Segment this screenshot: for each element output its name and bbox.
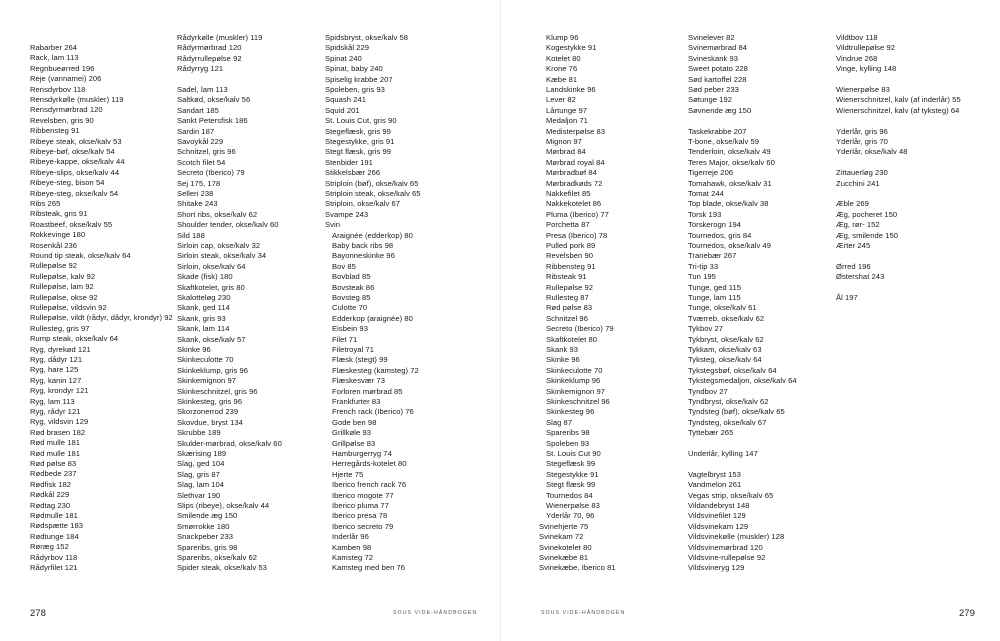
index-entry: Rød pølse 83 (546, 303, 593, 313)
index-entry: Mørbradbøf 84 (546, 168, 597, 178)
index-entry: Ryg, krondyr 121 (30, 386, 89, 396)
index-entry: Kamsteg med ben 76 (332, 563, 406, 573)
index-entry: Sød kartoffel 228 (688, 74, 747, 84)
index-entry: Tranebær 267 (688, 251, 737, 261)
index-entry: Skinke 96 (546, 355, 580, 365)
index-entry: Bovblad 85 (332, 272, 371, 282)
index-entry: Ribsteak 91 (546, 272, 587, 282)
index-entry: Wienerpølse 83 (836, 85, 890, 94)
index-entry: Tyndsteg, okse/kalv 67 (688, 417, 767, 427)
index-entry: Ryg, dyrekød 121 (30, 344, 91, 354)
index-entry: Edderkop (araignée) 80 (332, 313, 413, 323)
index-entry: Saltkød, okse/kalv 56 (177, 95, 251, 105)
index-entry: Rødtag 230 (30, 500, 71, 510)
index-entry: Smilende æg 150 (177, 511, 238, 521)
index-entry: Bov 85 (332, 261, 356, 271)
index-entry: Pluma (Iberico) 77 (546, 209, 609, 219)
index-entry: Rødfisk 182 (30, 479, 72, 489)
index-entry: Skinkeklump 96 (546, 376, 601, 386)
index-entry: Filetroyal 71 (332, 345, 375, 354)
right-page (500, 0, 1000, 641)
index-entry: Skorzonerrod 239 (177, 407, 239, 417)
index-entry: Rådyrmørbrad 120 (177, 43, 242, 53)
index-entry: Sardin 187 (177, 126, 215, 136)
index-entry: Vildsvinekam 129 (688, 521, 749, 531)
index-entry: T-bone, okse/kalv 59 (688, 137, 760, 146)
index-entry: Tyndsteg (bøf), okse/kalv 65 (688, 407, 785, 417)
index-entry: Teres Major, okse/kalv 60 (688, 157, 775, 167)
index-entry: Rådyrfilet 121 (30, 563, 78, 572)
index-entry: Stegeflæsk 99 (546, 459, 596, 469)
index-entry: Flæskesteg (kamsteg) 72 (332, 365, 419, 375)
index-entry: Ribbensteg 91 (30, 126, 80, 136)
index-entry: Selleri 238 (177, 189, 214, 198)
index-entry: Ribs 265 (30, 199, 61, 208)
index-entry: Porchetta 87 (546, 220, 590, 230)
index-entry: Røræg 152 (30, 542, 69, 552)
index-entry: Tykstegsmedaljon, okse/kalv 64 (688, 376, 797, 386)
index-entry: Slag 87 (546, 417, 573, 427)
index-entry: Vildandebryst 148 (688, 501, 750, 510)
index-entry: Sirloin, okse/kalv 64 (177, 261, 246, 271)
index-entry: Mignon 97 (546, 137, 582, 146)
index-entry: Vildsvinekølle (muskler) 128 (688, 532, 785, 542)
page-number-left: 278 (30, 608, 46, 619)
index-entry: Secreto (Iberico) 79 (546, 324, 614, 334)
index-entry: Shitake 243 (177, 199, 218, 209)
index-entry: Vildsvine-rullepølse 92 (688, 553, 766, 562)
index-entry: Ryg, hare 125 (30, 365, 79, 375)
index-entry: Spinat, baby 240 (325, 64, 383, 74)
index-entry: Rød mulle 181 (30, 438, 81, 448)
index-entry: Grillpølse 83 (332, 438, 376, 448)
index-entry: Kamben 98 (332, 542, 372, 552)
index-entry: Tyttebær 265 (688, 428, 734, 438)
index-entry: Spoleben 93 (546, 438, 590, 448)
index-entry: Rensdyrkølle (muskler) 119 (30, 95, 124, 104)
index-entry: Rød brasen 182 (30, 427, 86, 437)
index-entry: Ribsteak, gris 91 (30, 209, 88, 219)
index-entry: Rødbede 237 (30, 469, 77, 479)
index-entry: Tværreb, okse/kalv 62 (688, 313, 765, 323)
index-entry: Iberico secreto 79 (332, 521, 394, 531)
index-entry: Tournedos, okse/kalv 49 (688, 241, 772, 250)
index-entry: Kæbe 81 (546, 74, 578, 84)
index-entry: Søtunge 192 (688, 95, 733, 105)
index-entry: Spinat 240 (325, 53, 362, 63)
index-entry: Slethvar 190 (177, 490, 221, 500)
index-entry: Tunge, lam 115 (688, 293, 741, 302)
index-entry: Krone 76 (546, 64, 578, 74)
index-entry: Shoulder tender, okse/kalv 60 (177, 220, 279, 230)
index-entry: Vindrue 268 (836, 53, 878, 63)
index-entry: Rensdyrmørbrad 120 (30, 105, 103, 115)
index-entry: Spider steak, okse/kalv 53 (177, 563, 267, 573)
index-entry: Spidsbryst, okse/kalv 58 (325, 33, 409, 42)
index-entry: Sirloin steak, okse/kalv 34 (177, 251, 267, 261)
index-entry: Hjerte 75 (332, 469, 364, 479)
index-entry: Torsk 193 (688, 209, 722, 219)
index-entry: Rump steak, okse/kalv 64 (30, 334, 119, 344)
index-entry: Rabarber 264 (30, 43, 78, 52)
index-entry: Ribeye steak, okse/kalv 53 (30, 136, 122, 146)
index-entry: Skade (fisk) 180 (177, 272, 233, 282)
index-entry: Tournedos, gris 84 (688, 230, 752, 240)
index-entry: Skank, lam 114 (177, 324, 230, 334)
index-entry: Mørbradkøds 72 (546, 178, 603, 188)
index-entry: Ål 197 (836, 293, 858, 302)
index-entry: Tenderloin, okse/kalv 49 (688, 147, 771, 157)
index-entry: Landskinke 96 (546, 85, 596, 94)
index-entry: Grillkøle 93 (332, 428, 371, 438)
index-entry: Medaljon 71 (546, 116, 588, 126)
index-entry: Spareribs, okse/kalv 62 (177, 553, 258, 562)
index-entry: Vildsvineryg 129 (688, 563, 745, 573)
index-entry: Tykkam, okse/kalv 63 (688, 345, 762, 354)
index-entry: Rød mulle 181 (30, 448, 81, 458)
index-entry: Scotch filet 54 (177, 157, 226, 167)
index-entry: Ribbensteg 91 (546, 261, 596, 271)
index-entry: Slag, lam 104 (177, 480, 225, 490)
index-entry: Klump 96 (546, 33, 579, 42)
index-entry: Rosenkål 236 (30, 240, 78, 250)
index-entry: Sild 188 (177, 230, 205, 240)
index-entry: Nakkefilet 85 (546, 189, 591, 198)
index-entry: Tunge, okse/kalv 61 (688, 303, 757, 313)
index-entry: Culotte 70 (332, 303, 368, 313)
index-entry: Rullesteg 87 (546, 293, 589, 302)
index-entry: Reje (vannamei) 206 (30, 74, 102, 84)
index-entry: Mørbrad 84 (546, 147, 586, 157)
index-entry: Skaftkotelet 80 (546, 334, 597, 344)
index-entry: Vildsvinefilet 129 (688, 511, 746, 521)
index-entry: Bovsteg 85 (332, 293, 371, 302)
index-entry: Yderlår 70, 96 (546, 511, 595, 521)
index-entry: Iberico mogote 77 (332, 490, 394, 500)
index-entry: Svinehjerte 75 (539, 521, 589, 531)
index-entry: Svinekæbe 81 (539, 553, 589, 562)
index-entry: Rokkevinge 180 (30, 230, 86, 240)
index-entry: Spidskål 229 (325, 43, 370, 53)
index-entry: Ryg, vildsvin 129 (30, 417, 89, 427)
index-entry: Tomahawk, okse/kalv 31 (688, 178, 772, 188)
index-entry: Rådyrryg 121 (177, 64, 224, 74)
index-entry: Svinekam 72 (539, 532, 584, 542)
index-entry: Short ribs, okse/kalv 62 (177, 209, 258, 219)
index-entry: Ribeye-kappe, okse/kalv 44 (30, 157, 125, 167)
index-entry: Skinkeculotte 70 (546, 365, 603, 375)
index-entry: Rådyrkølle (muskler) 119 (177, 33, 263, 42)
index-entry: Rullepølse, kalv 92 (30, 271, 96, 281)
index-entry: Rullepølse, vildt (rådyr, dådyr, krondyr) 92 (30, 313, 173, 323)
index-entry: Stegestykke 91 (546, 469, 599, 479)
index-entry: Ribeye-bøf, okse/kalv 54 (30, 147, 115, 156)
index-entry: Skinkeklump, gris 96 (177, 365, 249, 375)
index-entry: Flæsk (stegt) 99 (332, 355, 388, 365)
index-entry: Søvnende æg 150 (688, 105, 752, 115)
index-entry: Skinkeculotte 70 (177, 355, 234, 365)
index-entry: Tykbryst, okse/kalv 62 (688, 334, 764, 344)
index-entry: Skinkesteg 96 (546, 407, 595, 417)
index-entry: Herregårds-kotelet 80 (332, 459, 407, 469)
index-entry: Skinke 96 (177, 345, 211, 354)
index-entry: Pulled pork 89 (546, 241, 596, 250)
index-entry: Ryg, dådyr 121 (30, 355, 83, 364)
index-entry: Squash 241 (325, 95, 367, 105)
index-entry: Frankfurter 83 (332, 397, 381, 406)
index-entry: Rullepølse 92 (546, 282, 594, 292)
index-entry: Sød peber 233 (688, 85, 739, 94)
index-entry: Inderlår 96 (332, 532, 369, 542)
index-entry: Rullepølse, okse 92 (30, 292, 98, 302)
index-entry: Stikkelsbær 266 (325, 168, 381, 178)
index-entry: Wienerschnitzel, kalv (af inderlår) 55 (836, 95, 961, 105)
index-entry: Kogestykke 91 (546, 43, 597, 53)
index-entry: Skinkeschnitzel 96 (546, 397, 610, 406)
index-entry: Iberico presa 78 (332, 511, 388, 521)
index-entry: Æg, smilende 150 (836, 230, 899, 240)
index-entry: Sweet potato 228 (688, 64, 748, 74)
index-entry: Ribeye-steg, okse/kalv 54 (30, 188, 119, 198)
index-entry: Svinekæbe, Iberico 81 (539, 563, 616, 573)
index-entry: Slips (ribeye), okse/kalv 44 (177, 501, 270, 510)
index-entry: Tomat 244 (688, 189, 724, 198)
index-entry: Tigerreje 206 (688, 168, 734, 178)
index-entry: Skærising 189 (177, 449, 227, 458)
index-entry: Skulder-mørbrad, okse/kalv 60 (177, 438, 282, 448)
running-head-right: SOUS VIDE-HÅNDBOGEN (541, 610, 626, 616)
index-entry: Ribeye-slips, okse/kalv 44 (30, 167, 120, 177)
index-entry: Vegas strip, okse/kalv 65 (688, 490, 774, 500)
index-entry: Skinkeschnitzel, gris 96 (177, 386, 258, 396)
index-entry: Rådyrrullepølse 92 (177, 53, 242, 63)
index-entry: Ribeye-steg, bison 54 (30, 178, 105, 188)
index-entry: French rack (Iberico) 76 (332, 407, 414, 417)
index-entry: Kotelet 80 (546, 53, 581, 63)
index-entry: Savoykål 229 (177, 137, 224, 146)
index-entry: Wienerpølse 83 (546, 501, 600, 510)
index-entry: Yderlår, okse/kalv 48 (836, 147, 908, 157)
index-entry: Iberico french rack 76 (332, 480, 407, 490)
index-entry: Tri-tip 33 (688, 261, 719, 271)
index-entry: Østershat 243 (836, 272, 885, 282)
index-entry: Rack, lam 113 (30, 53, 79, 63)
index-entry: Rødmulle 181 (30, 511, 78, 520)
index-entry: Rød pølse 83 (30, 459, 77, 468)
index-entry: Rødspætte 183 (30, 521, 83, 531)
index-entry: Spiselig krabbe 207 (325, 74, 393, 84)
index-entry: Skovdue, bryst 134 (177, 417, 243, 427)
index-entry: Taskekrabbe 207 (688, 126, 747, 136)
index-entry: Medisterpølse 83 (546, 126, 606, 136)
index-entry: Revelsben, gris 90 (30, 115, 94, 125)
index-entry: Yderlår, gris 70 (836, 137, 888, 146)
index-entry: Lårtunge 97 (546, 105, 588, 115)
index-entry: Secreto (Iberico) 79 (177, 168, 245, 178)
index-entry: Skank, ged 114 (177, 303, 230, 313)
index-entry: Skank, okse/kalv 57 (177, 334, 246, 344)
index-entry: Svampe 243 (325, 209, 369, 219)
index-entry: Sadel, lam 113 (177, 85, 228, 94)
index-entry: Skank, gris 93 (177, 313, 226, 323)
index-entry: Mørbrad royal 84 (546, 157, 605, 167)
index-entry: Iberico pluma 77 (332, 501, 389, 510)
index-entry: Slag, gris 87 (177, 469, 220, 479)
index-entry: Skank 93 (546, 345, 579, 354)
index-entry: Bovsteak 86 (332, 282, 375, 292)
index-entry: Rådyrbov 118 (30, 552, 78, 562)
index-entry: Ryg, kanin 127 (30, 375, 82, 385)
index-entry: Rullepølse, lam 92 (30, 282, 94, 292)
running-head-left: SOUS VIDE-HÅNDBOGEN (393, 610, 478, 616)
index-entry: Ørred 196 (836, 261, 871, 271)
index-entry: Vinge, kylling 148 (836, 64, 897, 74)
index-entry: Flæskesvær 73 (332, 376, 385, 386)
index-entry: Araignée (edderkop) 80 (332, 230, 413, 240)
index-entry: Stegt flæsk, gris 99 (325, 147, 391, 157)
index-entry: Spareribs, gris 98 (177, 542, 238, 552)
index-entry: Presa (Iberico) 78 (546, 230, 608, 240)
index-entry: Schnitzel, gris 96 (177, 147, 236, 157)
index-entry: Sirloin cap, okse/kalv 32 (177, 241, 261, 250)
index-entry: Baby back ribs 98 (332, 241, 394, 250)
index-entry: Tournedos 84 (546, 490, 593, 500)
index-entry: Yderlår, gris 96 (836, 126, 888, 136)
index-entry: Stegt flæsk 99 (546, 480, 596, 490)
index-entry: St. Louis Cut, gris 90 (325, 116, 397, 126)
index-entry: Tunge, ged 115 (688, 282, 742, 292)
index-entry: Svinekotelet 80 (539, 542, 592, 552)
index-entry: Zucchini 241 (836, 178, 880, 188)
index-entry: Stenbider 191 (325, 157, 373, 167)
index-entry: Gode ben 98 (332, 417, 377, 427)
index-entry: Æg, rør- 152 (836, 220, 880, 230)
index-entry: Round tip steak, okse/kalv 64 (30, 251, 131, 260)
index-entry: Tykstegsbøf, okse/kalv 64 (688, 365, 777, 375)
index-entry: Wienerschnitzel, kalv (af tyksteg) 64 (836, 105, 960, 115)
index-entry: Skinkemignon 97 (546, 386, 606, 396)
index-entry: Top blade, okse/kalv 38 (688, 199, 769, 209)
index-entry: Rullesteg, gris 97 (30, 323, 90, 333)
index-entry: Skalotteløg 230 (177, 293, 231, 302)
index-entry: Tyndbryst, okse/kalv 62 (688, 397, 769, 406)
index-entry: Snackpeber 233 (177, 532, 234, 542)
index-entry: Spareribs 98 (546, 428, 590, 438)
index-entry: Zittauerløg 230 (836, 168, 888, 178)
index-entry: Sandart 185 (177, 105, 219, 115)
index-entry: Vagtelbryst 153 (688, 469, 741, 479)
index-entry: Kamsteg 72 (332, 553, 374, 562)
index-entry: Ærter 245 (836, 241, 871, 250)
index-entry: Svineskank 93 (688, 53, 739, 63)
index-entry: Tun 195 (688, 272, 716, 282)
index-entry: Æble 269 (836, 199, 869, 209)
index-entry: Rødtunge 184 (30, 531, 79, 541)
index-entry: Lever 82 (546, 95, 576, 105)
index-entry: Æg, pocheret 150 (836, 209, 898, 219)
index-entry: Svin (325, 220, 340, 230)
index-entry: Tyksteg, okse/kalv 64 (688, 355, 762, 365)
index-entry: Skrubbe 189 (177, 428, 221, 438)
index-entry: St. Louis Cut 90 (546, 449, 601, 458)
index-entry: Svinelever 82 (688, 33, 735, 42)
index-entry: Forloren mørbrad 85 (332, 386, 403, 396)
index-entry: Filet 71 (332, 334, 358, 344)
index-entry: Tykbov 27 (688, 324, 724, 334)
index-entry: Ryg, rådyr 121 (30, 407, 81, 416)
index-entry: Nakkekotelet 86 (546, 199, 602, 209)
index-entry: Striploin (bøf), okse/kalv 65 (325, 178, 419, 188)
index-entry: Vildtrullepølse 92 (836, 43, 896, 53)
index-entry: Regnbueørred 196 (30, 63, 95, 73)
index-entry: Sankt Petersfisk 186 (177, 116, 248, 126)
index-entry: Stegestykke, gris 91 (325, 137, 395, 146)
index-entry: Rullepølse 92 (30, 261, 78, 271)
index-entry: Rensdyrbov 118 (30, 84, 86, 94)
index-entry: Tyndbov 27 (688, 386, 728, 396)
index-entry: Squid 201 (325, 105, 360, 115)
index-entry: Ryg, lam 113 (30, 396, 75, 406)
index-entry: Rødkål 229 (30, 490, 70, 500)
index-entry: Eisbein 93 (332, 324, 368, 334)
index-entry: Vandmelon 261 (688, 480, 742, 490)
index-entry: Stegeflæsk, gris 99 (325, 126, 391, 136)
index-entry: Smørrokke 180 (177, 521, 230, 531)
index-entry: Skinkesteg, gris 96 (177, 397, 243, 406)
index-entry: Rullepølse, vildsvin 92 (30, 303, 107, 312)
index-entry: Schnitzel 96 (546, 313, 588, 323)
index-entry: Striploin steak, okse/kalv 65 (325, 189, 421, 198)
index-entry: Svinemørbrad 84 (688, 43, 747, 53)
index-entry: Revelsben 90 (546, 251, 594, 261)
index-entry: Roastbeef, okse/kalv 55 (30, 219, 113, 229)
index-entry: Vildtbov 118 (836, 33, 878, 42)
index-entry: Striploin, okse/kalv 67 (325, 199, 401, 209)
index-entry: Torskerogn 194 (688, 220, 742, 230)
index-entry: Hamburgerryg 74 (332, 449, 392, 458)
index-entry: Slag, ged 104 (177, 459, 225, 469)
index-entry: Spoleben, gris 93 (325, 85, 385, 94)
index-entry: Underlår, kylling 147 (688, 449, 758, 458)
index-entry: Skinkemignon 97 (177, 376, 237, 386)
index-entry: Sej 175, 178 (177, 178, 221, 188)
index-entry: Vildsvinemørbrad 120 (688, 542, 763, 552)
index-entry: Bayonneskinke 96 (332, 251, 395, 261)
index-entry: Skaftkotelet, gris 80 (177, 282, 245, 292)
page-number-right: 279 (959, 608, 975, 619)
